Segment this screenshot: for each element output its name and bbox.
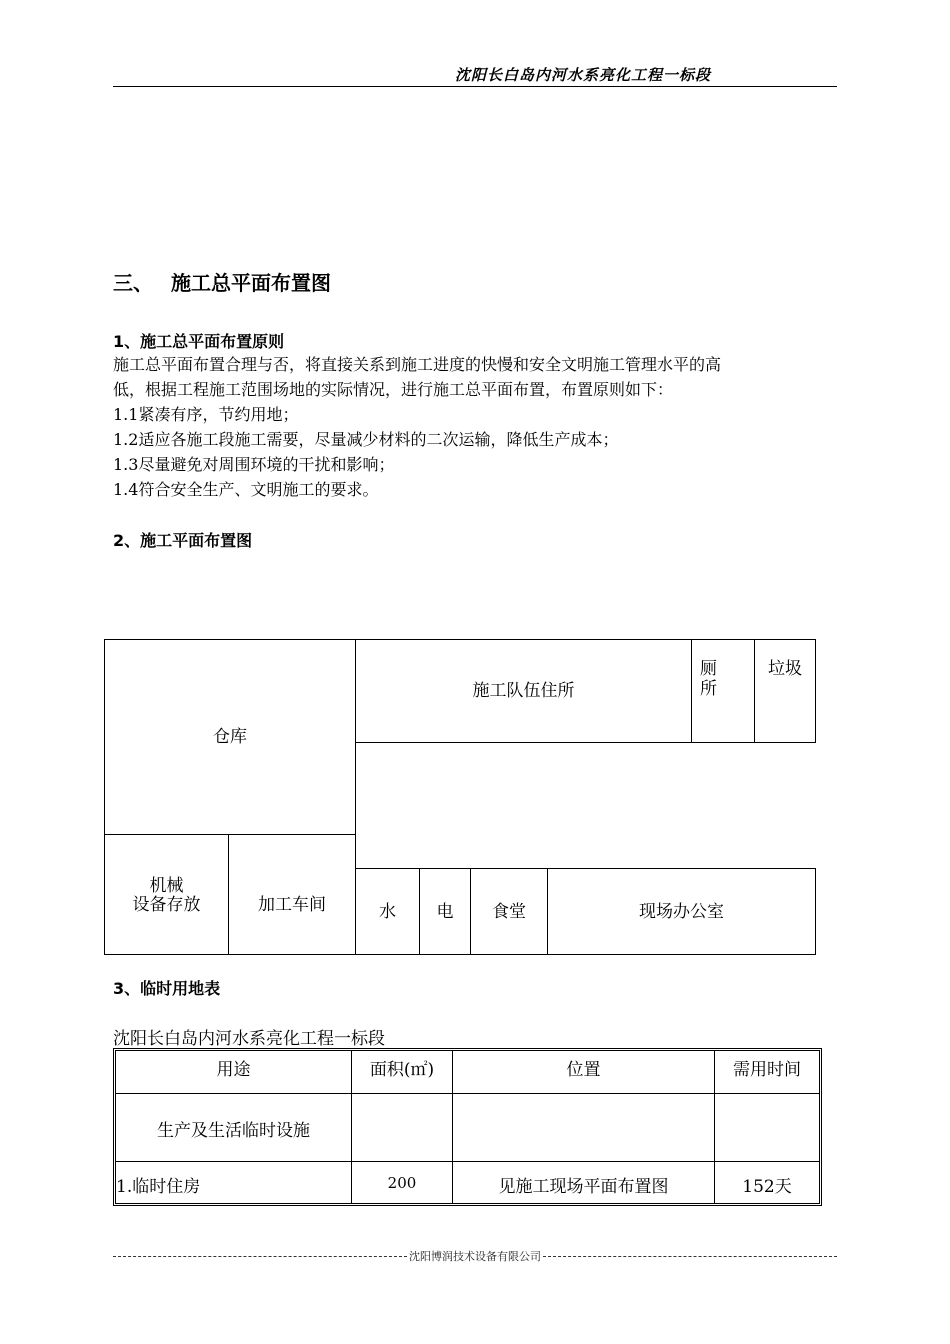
plan-water	[355, 868, 420, 955]
plan-office-label: 现场办公室	[639, 902, 724, 922]
plan-electric-label: 电	[436, 902, 454, 922]
plan-machine-label-2: 设备存放	[132, 895, 201, 915]
intro-line-1: 施工总平面布置合理与否，将直接关系到施工进度的快慢和安全文明施工管理水平的高	[113, 355, 722, 374]
plan-machine-storage	[104, 834, 229, 955]
intro-line-2: 低，根据工程施工范围场地的实际情况，进行施工总平面布置，布置原则如下：	[113, 380, 674, 399]
plan-toilet-label-2: 所	[700, 679, 717, 699]
section-title	[113, 267, 331, 296]
part3-heading: 3、临时用地表	[113, 979, 221, 998]
table-cell: 见施工现场平面布置图	[453, 1162, 715, 1203]
table-cell: 152天	[742, 1177, 792, 1197]
part2-heading-text: 2、施工平面布置图	[113, 531, 253, 550]
plan-water-label: 水	[379, 902, 396, 922]
plan-office	[547, 868, 816, 955]
plan-toilet-label-1: 厕	[700, 659, 717, 679]
table-header-cell: 面积(㎡)	[352, 1051, 453, 1094]
part1-body	[113, 352, 843, 502]
part2-heading	[113, 528, 252, 551]
plan-dormitory-label: 施工队伍住所	[472, 681, 575, 701]
footer-company: 沈阳博润技术设备有限公司	[409, 1250, 541, 1263]
plan-warehouse-label: 仓库	[213, 727, 247, 747]
plan-machine-label-1: 机械	[149, 876, 184, 896]
land-use-table	[113, 1048, 822, 1206]
header-rule	[113, 86, 837, 87]
footer	[113, 1248, 837, 1264]
table-cell-empty	[453, 1094, 715, 1162]
plan-workshop-label: 加工车间	[258, 895, 326, 915]
table-cell-empty	[352, 1094, 453, 1162]
plan-garbage-label: 垃圾	[768, 659, 802, 679]
table-group-label: 生产及生活临时设施	[116, 1094, 352, 1162]
part1-heading: 1、施工总平面布置原则	[113, 332, 285, 351]
header-title: 沈阳长白岛内河水系亮化工程一标段	[455, 66, 712, 84]
table-cell-empty	[715, 1094, 819, 1162]
section-number: 三、	[113, 271, 153, 295]
plan-electric	[419, 868, 471, 955]
principle-item: 1.3尽量避免对周围环境的干扰和影响；	[113, 455, 395, 474]
table-cell: 200	[352, 1162, 453, 1203]
plan-canteen-label: 食堂	[492, 902, 526, 922]
plan-garbage	[754, 639, 816, 743]
footer-dash-right	[543, 1256, 837, 1257]
section-title-text: 施工总平面布置图	[171, 271, 331, 295]
table-caption: 沈阳长白岛内河水系亮化工程一标段	[113, 1029, 385, 1049]
principle-item: 1.1紧凑有序，节约用地；	[113, 405, 299, 424]
plan-dormitory	[355, 639, 692, 743]
plan-workshop	[228, 834, 356, 955]
plan-toilet	[691, 639, 755, 743]
plan-canteen	[470, 868, 548, 955]
table-cell: 1.临时住房	[116, 1162, 352, 1203]
principle-item: 1.2适应各施工段施工需要，尽量减少材料的二次运输，降低生产成本；	[113, 430, 619, 449]
table-header-cell: 用途	[116, 1051, 352, 1094]
table-header-cell: 位置	[453, 1051, 715, 1094]
principle-item: 1.4符合安全生产、文明施工的要求。	[113, 480, 379, 499]
plan-warehouse	[104, 639, 356, 835]
table-header-cell: 需用时间	[715, 1051, 819, 1094]
footer-dash-left	[113, 1256, 407, 1257]
